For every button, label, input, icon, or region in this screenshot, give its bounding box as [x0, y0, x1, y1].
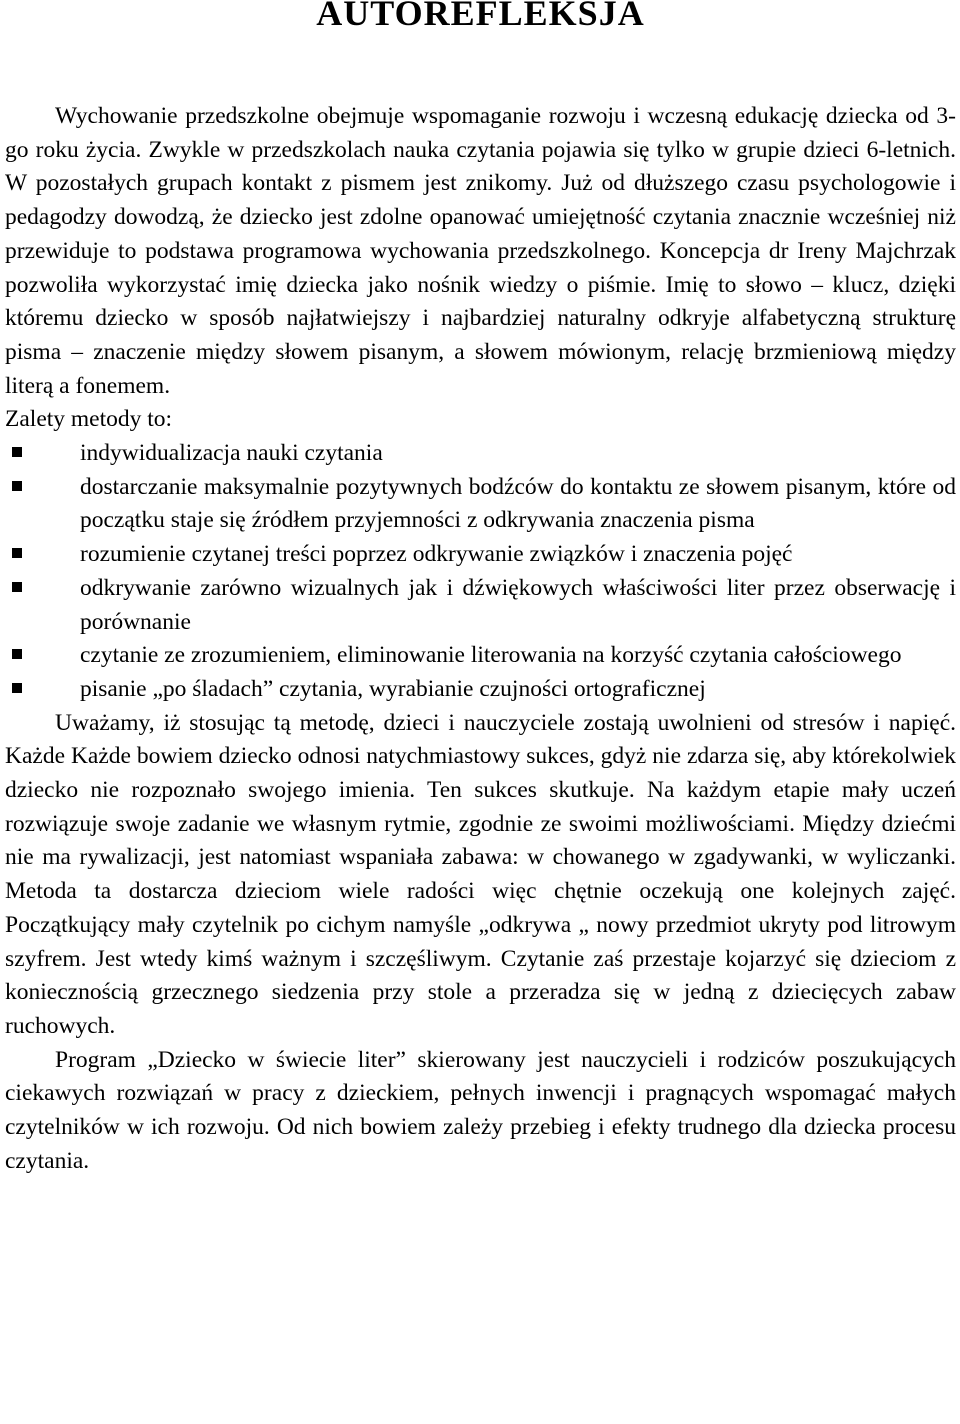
square-bullet-icon	[12, 649, 22, 659]
list-item	[5, 572, 956, 639]
list-item	[5, 538, 956, 572]
list-item-text: rozumienie czytanej treści poprzez odkrywanie związków i znaczenia pojęć	[80, 541, 793, 568]
list-item	[5, 673, 956, 707]
conclusion-paragraph: Uważamy, iż stosując tą metodę, dzieci i nauczyciele zostają uwolnieni od stresów i napięć. Każde Każde bowiem dziecko odnosi natychmiastowy sukces, gdyż nie zdarza się, aby którekolwiek dziecko nie rozpoznało swojego imienia. Ten sukces skutkuje. Na każdym etapie mały uczeń rozwiązuje swoje zadanie we własnym rytmie, zgodnie ze swoimi możliwościami. Między dziećmi nie ma rywalizacji, jest natomiast wspaniała zabawa: w chowanego w zgadywanki, w wyliczanki. Metoda ta dostarcza dzieciom wiele radości więc chętnie oczekują one kolejnych zajęć. Początkujący mały czytelnik po cichym namyśle „odkrywa „ nowy przedmiot ukryty pod litrowym szyfrem. Jest wtedy kimś ważnym i szczęśliwym. Czytanie zaś przestaje kojarzyć się dzieciom z koniecznością grzecznego siedzenia przy stole a przeradza się w jedną z dziecięcych zabaw ruchowych.	[5, 709, 956, 1039]
square-bullet-icon	[12, 447, 22, 457]
list-item-text: dostarczanie maksymalnie pozytywnych bodźców do kontaktu ze słowem pisanym, które od początku staje się źródłem przyjemności z odkrywania znaczenia pisma	[80, 473, 956, 534]
list-item	[5, 639, 956, 673]
list-item-text: indywidualizacja nauki czytania	[80, 440, 383, 467]
document-page	[5, 0, 956, 1179]
advantages-heading: Zalety metody to:	[5, 406, 173, 433]
list-item-text: pisanie „po śladach” czytania, wyrabianie czujności ortograficznej	[80, 675, 706, 702]
intro-paragraph: Wychowanie przedszkolne obejmuje wspomaganie rozwoju i wczesną edukację dziecka od 3-go roku życia. Zwykle w przedszkolach nauka czytania pojawia się tylko w grupie dzieci 6-letnich. W pozostałych grupach kontakt z pismem jest znikomy. Już od dłuższego czasu psychologowie i pedagodzy dowodzą, że dziecko jest zdolne opanować umiejętność czytania znacznie wcześniej niż przewiduje to podstawa programowa wychowania przedszkolnego. Koncepcja dr Ireny Majchrzak pozwoliła wykorzystać imię dziecka jako nośnik wiedzy o piśmie. Imię to słowo – klucz, dzięki któremu dziecko w sposób najłatwiejszy i najbardziej naturalny odkryje alfabetyczną strukturę pisma – znaczenie między słowem pisanym, a słowem mówionym, relację brzmieniową między literą a fonemem.	[5, 103, 956, 399]
square-bullet-icon	[12, 548, 22, 558]
square-bullet-icon	[12, 481, 22, 491]
list-item	[5, 471, 956, 538]
square-bullet-icon	[12, 582, 22, 592]
square-bullet-icon	[12, 683, 22, 693]
document-title: AUTOREFLEKSJA	[316, 0, 645, 33]
advantages-list	[5, 437, 956, 707]
list-item-text: odkrywanie zarówno wizualnych jak i dźwiękowych właściwości liter przez obserwację i porównanie	[80, 574, 956, 635]
program-paragraph: Program „Dziecko w świecie liter” skierowany jest nauczycieli i rodziców poszukujących ciekawych rozwiązań w pracy z dzieckiem, pełnych inwencji i pragnących wspomagać małych czytelników w ich rozwoju. Od nich bowiem zależy przebieg i efekty trudnego dla dziecka procesu czytania.	[5, 1046, 956, 1174]
list-item-text: czytanie ze zrozumieniem, eliminowanie literowania na korzyść czytania całościowego	[80, 642, 902, 669]
list-item	[5, 437, 956, 471]
